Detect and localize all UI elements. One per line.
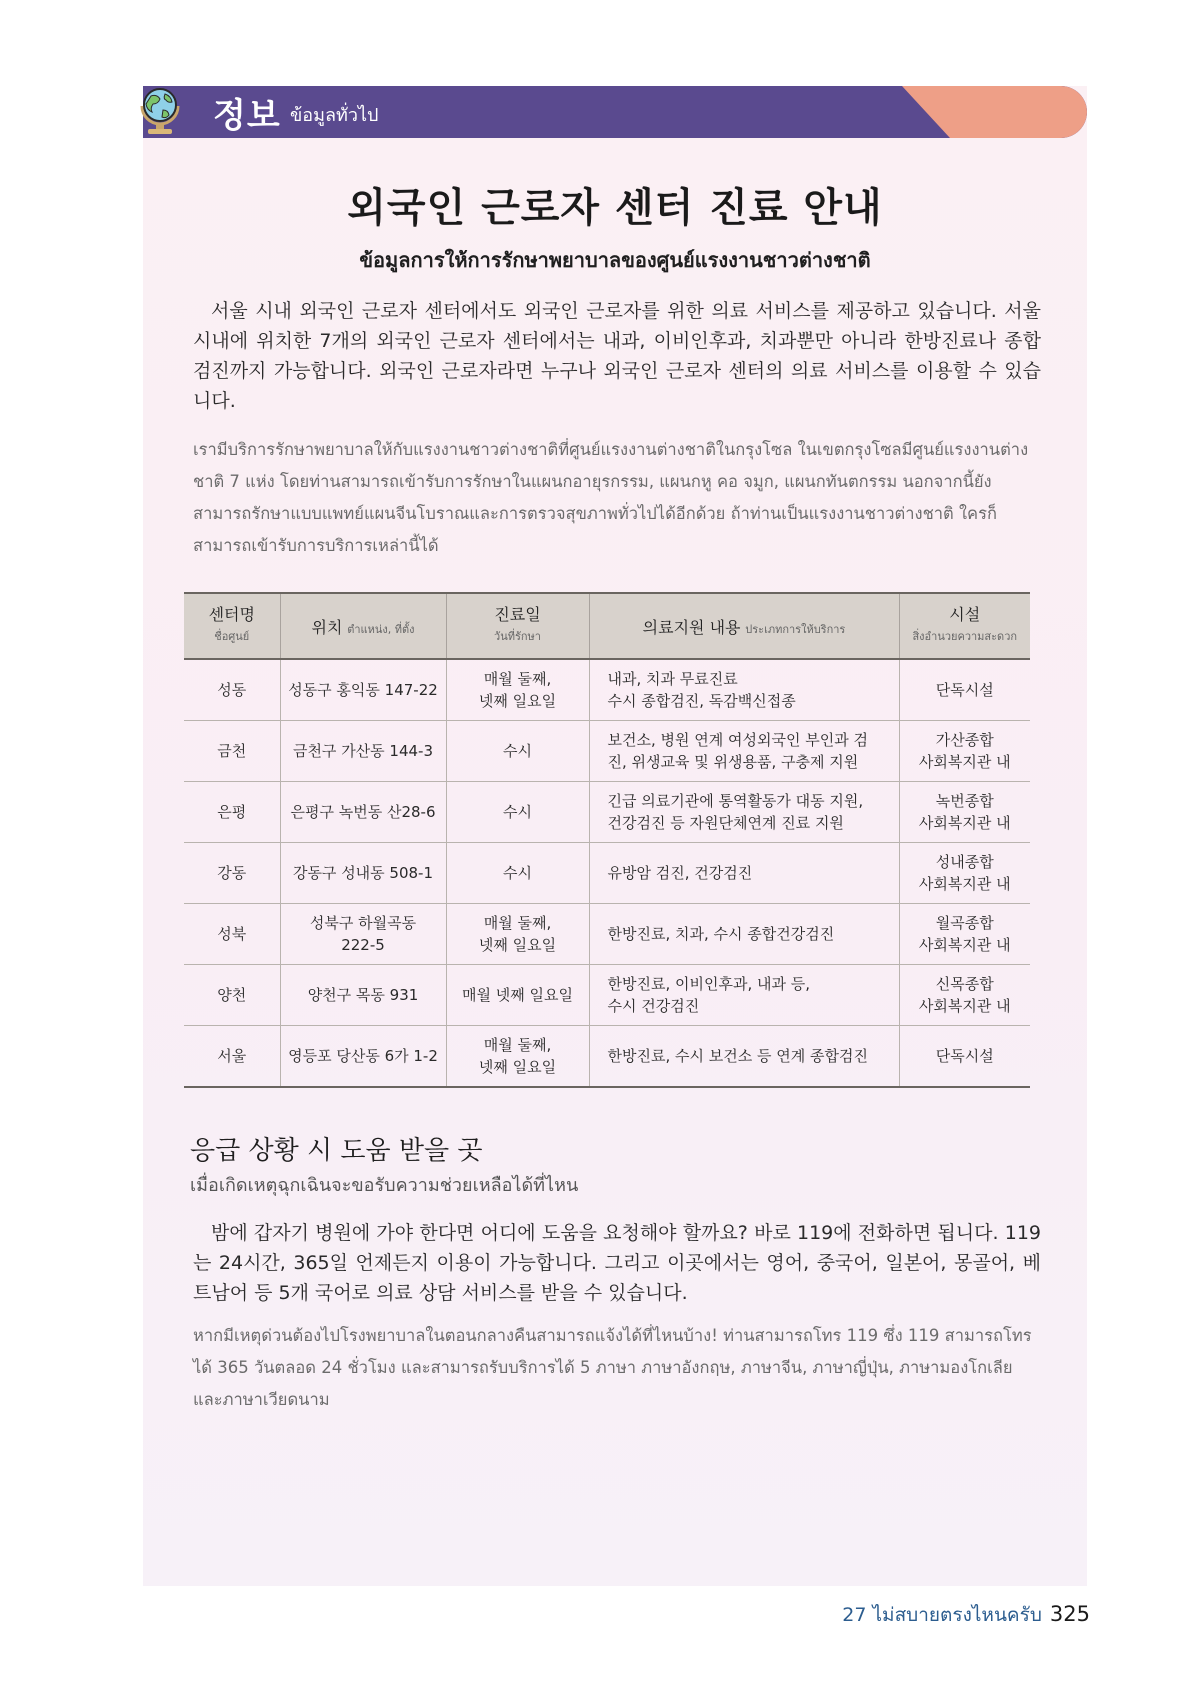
cell-line: 넷째 일요일 <box>478 936 557 954</box>
column-header-label: 위치 <box>311 617 343 637</box>
cell-line: 긴급 의료기관에 통역활동가 대동 지원, <box>607 792 864 810</box>
cell-line: 사회복지관 내 <box>918 936 1011 954</box>
column-header-thai: สิ่งอำนวยความสะดวก <box>912 630 1018 643</box>
emergency-section-subtitle: เมื่อเกิดเหตุฉุกเฉินจะขอรับความช่วยเหลือได้ที่ไหน <box>190 1175 579 1196</box>
page-subtitle: ข้อมูลการให้การรักษาพยาบาลของศูนย์แรงงานชาวต่างชาติ <box>359 248 871 272</box>
column-header <box>184 593 280 659</box>
center-name-cell: 성동 <box>184 659 280 721</box>
emergency-section-title: 응급 상황 시 도움 받을 곳 <box>190 1136 483 1166</box>
cell-line: 녹번종합 <box>935 792 994 810</box>
medical-support-cell <box>589 904 899 965</box>
location-cell <box>280 965 446 1026</box>
facility-cell <box>899 1026 1030 1088</box>
page-footer <box>842 1600 1090 1630</box>
medical-support-cell <box>589 721 899 782</box>
table-row <box>184 1026 1030 1088</box>
cell-line: 사회복지관 내 <box>918 997 1011 1015</box>
chapter-title: 27 ไม่สบายตรงไหนครับ <box>842 1604 1042 1626</box>
treatment-days-cell <box>446 965 589 1026</box>
cell-line: 보건소, 병원 연계 여성외국인 부인과 검 <box>607 731 868 749</box>
column-header <box>899 593 1030 659</box>
cell-line: 매월 둘째, <box>483 1036 552 1054</box>
table-row <box>184 659 1030 721</box>
treatment-days-cell <box>446 904 589 965</box>
cell-line: 넷째 일요일 <box>478 692 557 710</box>
cell-line: 월곡종합 <box>935 914 994 932</box>
cell-line: 성북구 하월곡동 <box>309 914 417 932</box>
facility-cell <box>899 965 1030 1026</box>
page-number: 325 <box>1049 1602 1090 1626</box>
medical-support-cell <box>589 782 899 843</box>
cell-line: 신목종합 <box>935 975 994 993</box>
cell-line: 한방진료, 치과, 수시 종합건강검진 <box>607 925 835 943</box>
cell-line: 222-5 <box>341 936 385 954</box>
center-name-cell: 성북 <box>184 904 280 965</box>
globe-icon <box>137 84 183 136</box>
facility-cell <box>899 659 1030 721</box>
header-accent-stripe <box>902 86 1087 138</box>
cell-line: 양천구 목동 931 <box>307 986 419 1004</box>
cell-line: 가산종합 <box>935 731 994 749</box>
cell-line: 한방진료, 이비인후과, 내과 등, <box>607 975 810 993</box>
intro-paragraph-korean: 서울 시내 외국인 근로자 센터에서도 외국인 근로자를 위한 의료 서비스를 제공하고 있습니다. 서울 시내에 위치한 7개의 외국인 근로자 센터에서는 내과, 이비인후과, 치과뿐만 아니라 한방진료나 종합 검진까지 가능합니다. 외국인 근로자라면 누구나 외국인 근로자 센터의 의료 서비스를 이용할 수 있습니다. <box>193 300 1041 412</box>
column-header <box>589 593 899 659</box>
cell-line: 수시 <box>503 742 532 760</box>
facility-cell <box>899 904 1030 965</box>
cell-line: 단독시설 <box>935 1047 994 1065</box>
cell-line: 강동구 성내동 508-1 <box>292 864 434 882</box>
column-header-thai: วันที่รักษา <box>494 630 541 643</box>
cell-line: 매월 둘째, <box>483 914 552 932</box>
column-header-thai: ตำแหน่ง, ที่ตั้ง <box>347 622 415 636</box>
cell-line: 한방진료, 수시 보건소 등 연계 종합검진 <box>607 1047 868 1065</box>
location-cell <box>280 1026 446 1088</box>
cell-line: 진, 위생교육 및 위생용품, 구충제 지원 <box>607 753 859 771</box>
section-header-bar <box>143 86 1087 138</box>
cell-line: 수시 <box>503 803 532 821</box>
cell-line: 사회복지관 내 <box>918 753 1011 771</box>
cell-line: 성내종합 <box>935 853 994 871</box>
center-table <box>184 592 1030 1088</box>
column-header-label: 진료일 <box>494 605 541 624</box>
facility-cell <box>899 843 1030 904</box>
cell-line: 건강검진 등 자원단체연계 진료 지원 <box>607 814 844 832</box>
column-header-label: 의료지원 내용 <box>642 617 741 637</box>
location-cell <box>280 843 446 904</box>
cell-line: 은평구 녹번동 산28-6 <box>290 803 436 821</box>
column-header-thai: ชื่อศูนย์ <box>214 630 250 643</box>
section-label-thai: ข้อมูลทั่วไป <box>290 105 379 126</box>
column-header-label: 시설 <box>949 605 981 624</box>
location-cell <box>280 782 446 843</box>
center-name-cell: 금천 <box>184 721 280 782</box>
location-cell <box>280 904 446 965</box>
treatment-days-cell <box>446 843 589 904</box>
location-cell <box>280 721 446 782</box>
cell-line: 단독시설 <box>935 681 994 699</box>
treatment-days-cell <box>446 721 589 782</box>
cell-line: 성동구 홍익동 147-22 <box>288 681 438 699</box>
facility-cell <box>899 721 1030 782</box>
cell-line: 매월 둘째, <box>483 670 552 688</box>
medical-support-cell <box>589 843 899 904</box>
cell-line: 영등포 당산동 6가 1-2 <box>288 1047 438 1065</box>
cell-line: 금천구 가산동 144-3 <box>292 742 434 760</box>
cell-line: 수시 종합검진, 독감백신접종 <box>607 692 796 710</box>
table-row <box>184 904 1030 965</box>
treatment-days-cell <box>446 659 589 721</box>
center-name-cell: 서울 <box>184 1026 280 1088</box>
column-header-thai: ประเภทการให้บริการ <box>745 622 846 636</box>
medical-support-cell <box>589 965 899 1026</box>
center-name-cell: 강동 <box>184 843 280 904</box>
cell-line: 매월 넷째 일요일 <box>462 986 573 1004</box>
section-label: 정보 <box>213 96 281 136</box>
table-row <box>184 721 1030 782</box>
treatment-days-cell <box>446 1026 589 1088</box>
page-title: 외국인 근로자 센터 진료 안내 <box>347 185 883 231</box>
center-name-cell: 양천 <box>184 965 280 1026</box>
intro-paragraph-thai: เรามีบริการรักษาพยาบาลให้กับแรงงานชาวต่างชาติที่ศูนย์แรงงานต่างชาติในกรุงโซล ในเขตกรุงโซลมีศูนย์แรงงานต่างชาติ 7 แห่ง โดยท่านสามารถเข้ารับการรักษาในแผนกอายุรกรรม, แผนกหู คอ จมูก, แผนกทันตกรรม นอกจากนี้ยังสามารถรักษาแบบแพทย์แผนจีนโบราณและการตรวจสุขภาพทั่วไปได้อีกด้วย ถ้าท่านเป็นแรงงานชาวต่างชาติ ใครก็สามารถเข้ารับการบริการเหล่านี้ได้ <box>193 440 1029 555</box>
cell-line: 내과, 치과 무료진료 <box>607 670 738 688</box>
table-row <box>184 965 1030 1026</box>
medical-support-cell <box>589 659 899 721</box>
emergency-paragraph-korean: 밤에 갑자기 병원에 가야 한다면 어디에 도움을 요청해야 할까요? 바로 119에 전화하면 됩니다. 119는 24시간, 365일 언제든지 이용이 가능합니다. 그리고 이곳에서는 영어, 중국어, 일본어, 몽골어, 베트남어 등 5개 국어로 의료 상담 서비스를 받을 수 있습니다. <box>193 1222 1041 1304</box>
emergency-paragraph-thai: หากมีเหตุด่วนต้องไปโรงพยาบาลในตอนกลางคืนสามารถแจ้งได้ที่ไหนบ้าง! ท่านสามารถโทร 119 ซึ่ง 119 สามารถโทรได้ 365 วันตลอด 24 ชั่วโมง และสามารถรับบริการได้ 5 ภาษา ภาษาอังกฤษ, ภาษาจีน, ภาษาญี่ปุ่น, ภาษามองโกเลีย และภาษาเวียดนาม <box>193 1326 1032 1409</box>
cell-line: 수시 <box>503 864 532 882</box>
column-header-label: 센터명 <box>208 605 255 624</box>
center-table-header <box>184 593 1030 659</box>
cell-line: 사회복지관 내 <box>918 814 1011 832</box>
cell-line: 유방암 검진, 건강검진 <box>607 864 753 882</box>
center-name-cell: 은평 <box>184 782 280 843</box>
column-header <box>446 593 589 659</box>
table-row <box>184 843 1030 904</box>
treatment-days-cell <box>446 782 589 843</box>
medical-support-cell <box>589 1026 899 1088</box>
facility-cell <box>899 782 1030 843</box>
column-header <box>280 593 446 659</box>
cell-line: 넷째 일요일 <box>478 1058 557 1076</box>
cell-line: 수시 건강검진 <box>607 997 700 1015</box>
table-row <box>184 782 1030 843</box>
location-cell <box>280 659 446 721</box>
cell-line: 사회복지관 내 <box>918 875 1011 893</box>
center-table-body <box>184 659 1030 1087</box>
